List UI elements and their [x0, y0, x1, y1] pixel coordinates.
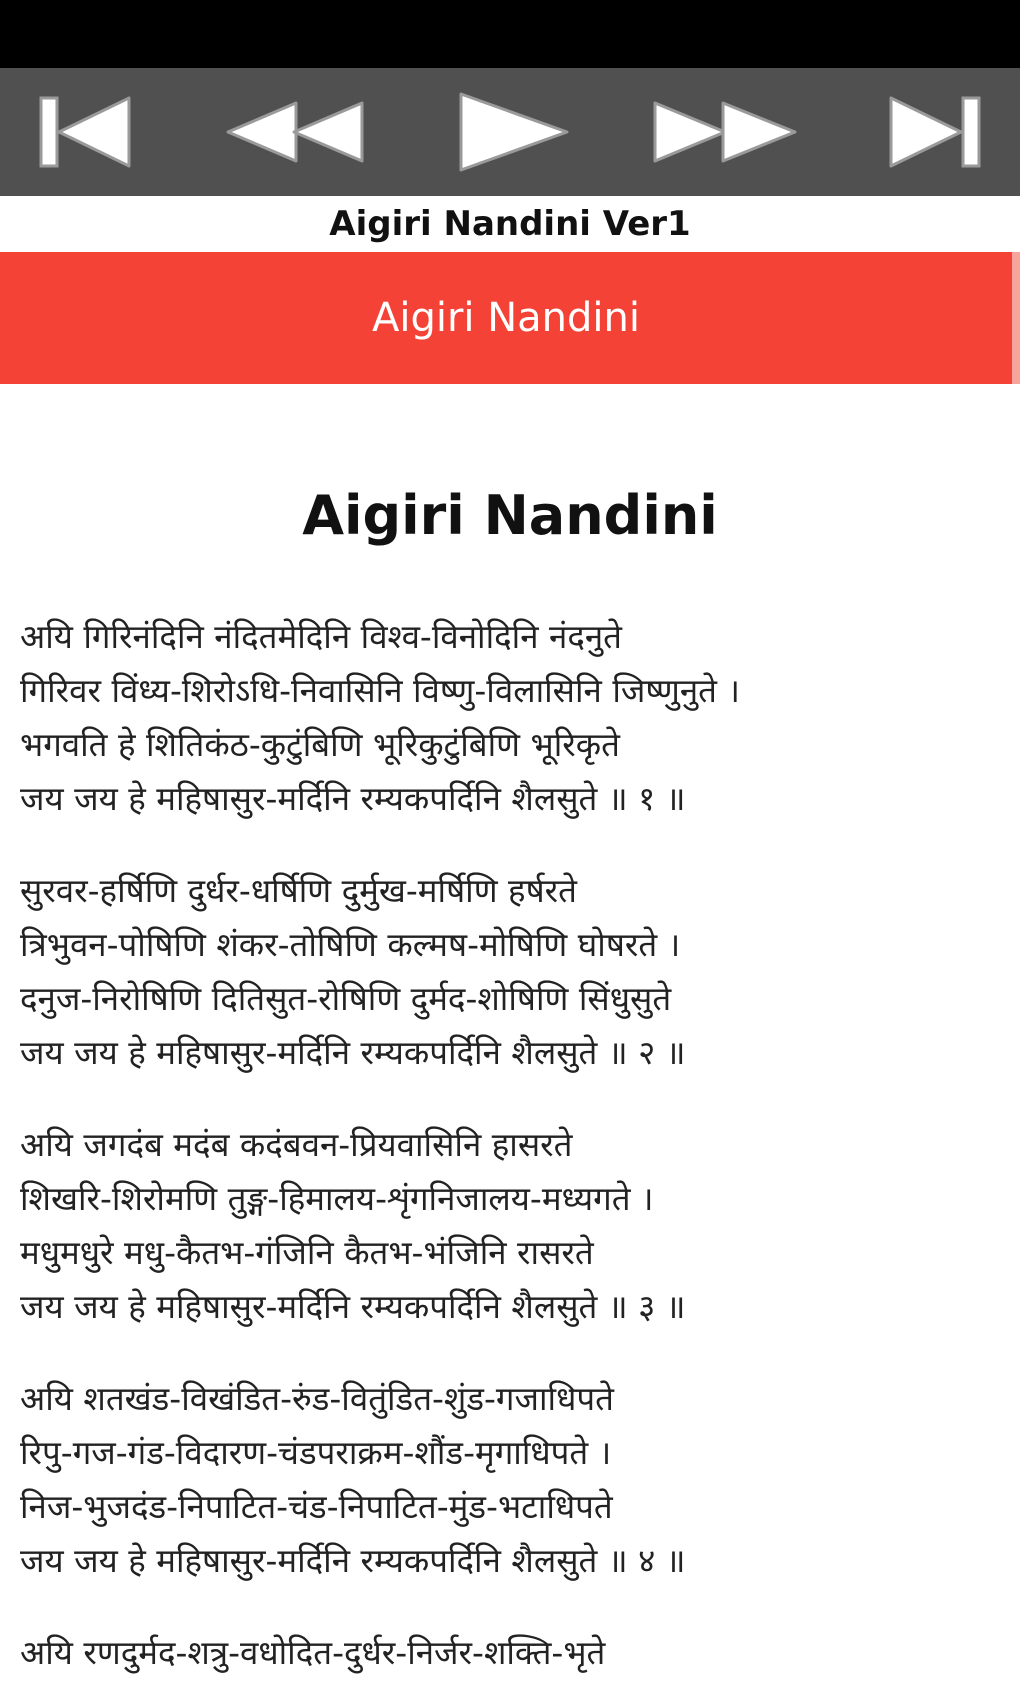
verse-line: अयि रणदुर्मद-शत्रु-वधोदित-दुर्धर-निर्जर-शक्ति-भृते [20, 1633, 606, 1672]
verse [20, 1118, 1010, 1334]
verse-line: गिरिवर विंध्य-शिरोऽधि-निवासिनि विष्णु-विलासिनि जिष्णुनुते । [20, 671, 740, 710]
scrollbar[interactable] [1012, 252, 1020, 384]
verse [20, 1372, 1010, 1588]
toolbar-title: Aigiri Nandini [0, 252, 1012, 384]
rewind-button[interactable] [220, 68, 370, 196]
verse [20, 610, 1010, 826]
track-title: Aigiri Nandini Ver1 [0, 196, 1020, 252]
verse-line: मधुमधुरे मधु-कैतभ-गंजिनि कैतभ-भंजिनि रासरते [20, 1233, 594, 1272]
fast-forward-button[interactable] [645, 68, 805, 196]
verse-line: दनुज-निरोषिणि दितिसुत-रोषिणि दुर्मद-शोषिणि सिंधुसुते [20, 979, 672, 1018]
verse-line: अयि शतखंड-विखंडित-रुंड-वितुंडित-शुंड-गजाधिपते [20, 1379, 614, 1418]
verse-line: निज-भुजदंड-निपाटित-चंड-निपाटित-मुंड-भटाधिपते [20, 1487, 613, 1526]
verse [20, 864, 1010, 1080]
status-bar [0, 0, 1020, 68]
lyrics-content[interactable] [0, 384, 1020, 1696]
verse-line: अयि जगदंब मदंब कदंबवन-प्रियवासिनि हासरते [20, 1125, 573, 1164]
skip-to-end-button[interactable] [880, 68, 990, 196]
verse-line: शिखरि-शिरोमणि तुङ्ग-हिमालय-शृंगनिजालय-मध्यगते । [20, 1179, 654, 1218]
skip-to-start-icon [35, 92, 135, 172]
media-player-controls [0, 68, 1020, 196]
verse-line: अयि गिरिनंदिनि नंदितमेदिनि विश्व-विनोदिनि नंदनुते [20, 617, 622, 656]
skip-to-start-button[interactable] [10, 68, 160, 196]
verse [20, 1626, 1010, 1680]
fast-forward-icon [649, 97, 801, 167]
lyrics-title: Aigiri Nandini [302, 484, 718, 547]
rewind-icon [222, 97, 368, 167]
skip-to-end-icon [885, 92, 985, 172]
verse-line: जय जय हे महिषासुर-मर्दिनि रम्यकपर्दिनि शैलसुते ॥ १ ॥ [20, 779, 686, 818]
verse-line: भगवति हे शितिकंठ-कुटुंबिणि भूरिकुटुंबिणि भूरिकृते [20, 725, 620, 764]
play-icon [447, 90, 573, 174]
verses-list [20, 610, 1010, 1696]
verse-line: जय जय हे महिषासुर-मर्दिनि रम्यकपर्दिनि शैलसुते ॥ ३ ॥ [20, 1287, 686, 1326]
verse-line: रिपु-गज-गंड-विदारण-चंडपराक्रम-शौंड-मृगाधिपते । [20, 1433, 612, 1472]
verse-line: सुरवर-हर्षिणि दुर्धर-धर्षिणि दुर्मुख-मर्षिणि हर्षरते [20, 871, 577, 910]
verse-line: त्रिभुवन-पोषिणि शंकर-तोषिणि कल्मष-मोषिणि घोषरते । [20, 925, 681, 964]
verse-line: जय जय हे महिषासुर-मर्दिनि रम्यकपर्दिनि शैलसुते ॥ २ ॥ [20, 1033, 686, 1072]
verse-line: जय जय हे महिषासुर-मर्दिनि रम्यकपर्दिनि शैलसुते ॥ ४ ॥ [20, 1541, 686, 1580]
play-button[interactable] [440, 68, 580, 196]
